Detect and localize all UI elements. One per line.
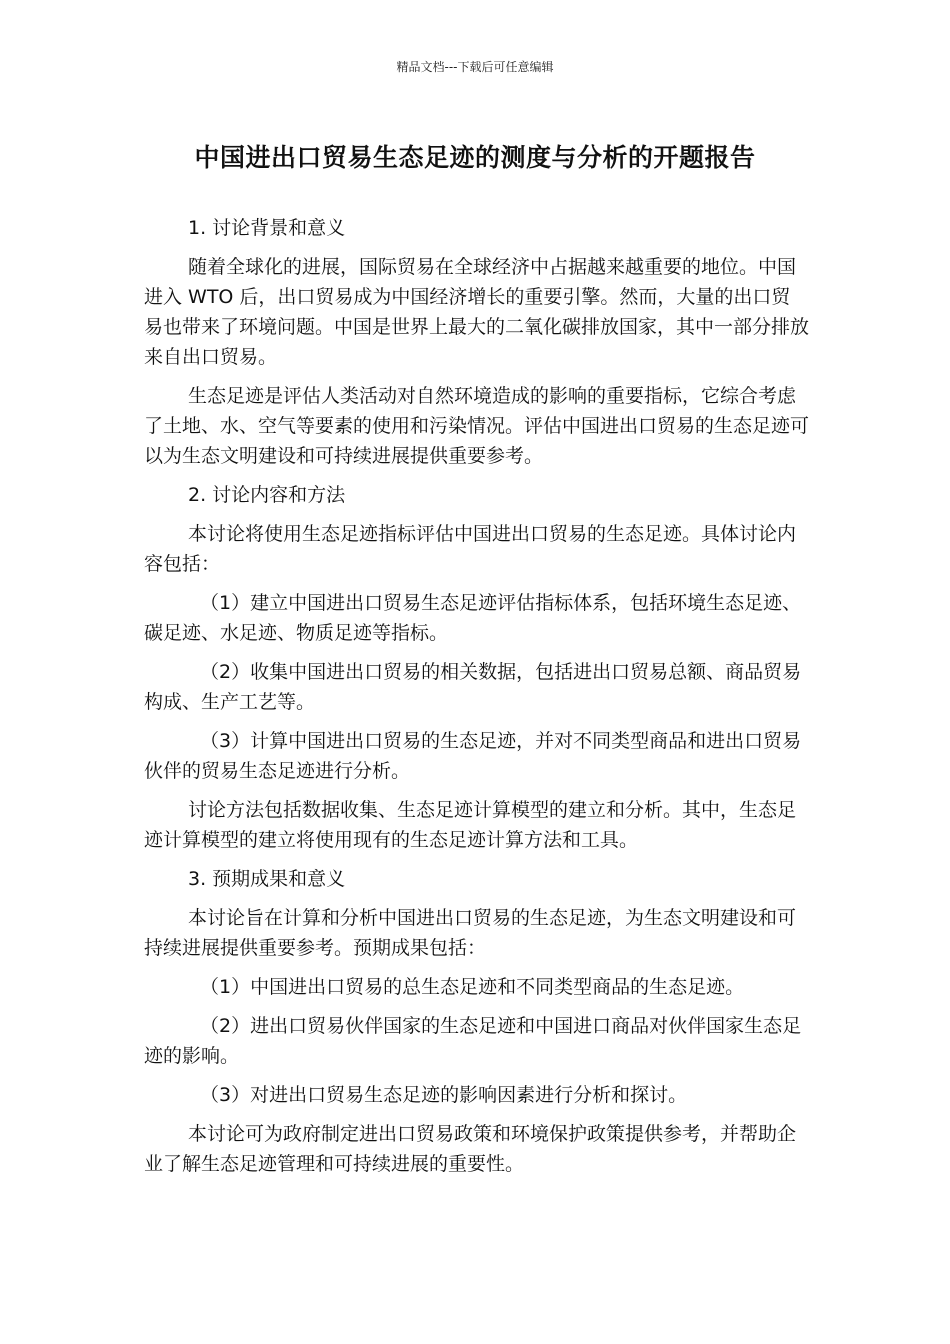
- header-note: 精品文档---下载后可任意编辑: [396, 60, 554, 74]
- section-3-item-3: （3）对进出口贸易生态足迹的影响因素进行分析和探讨。: [200, 1084, 688, 1106]
- section-2-item-1: （1）建立中国进出口贸易生态足迹评估指标体系，包括环境生态足迹、碳足迹、水足迹、物质足迹等指标。: [144, 592, 802, 644]
- section-2-item-2: （2）收集中国进出口贸易的相关数据，包括进出口贸易总额、商品贸易构成、生产工艺等。: [144, 661, 802, 713]
- section-1-paragraph-2: 生态足迹是评估人类活动对自然环境造成的影响的重要指标，它综合考虑了土地、水、空气等要素的使用和污染情况。评估中国进出口贸易的生态足迹可以为生态文明建设和可持续进展提供重要参考。: [144, 385, 810, 467]
- section-1-paragraph-1: 随着全球化的进展，国际贸易在全球经济中占据越来越重要的地位。中国进入 WTO 后，出口贸易成为中国经济增长的重要引擎。然而，大量的出口贸易也带来了环境问题。中国是世界上最大的二氧化碳排放国家，其中一部分排放来自出口贸易。: [144, 256, 810, 368]
- document-title: 中国进出口贸易生态足迹的测度与分析的开题报告: [194, 143, 756, 172]
- section-3-closing: 本讨论可为政府制定进出口贸易政策和环境保护政策提供参考，并帮助企业了解生态足迹管理和可持续进展的重要性。: [144, 1123, 797, 1175]
- document-body: [144, 213, 809, 1188]
- section-1-heading: 1. 讨论背景和意义: [188, 217, 346, 239]
- section-2-heading: 2. 讨论内容和方法: [188, 484, 346, 506]
- section-3-item-1: （1）中国进出口贸易的总生态足迹和不同类型商品的生态足迹。: [200, 976, 745, 998]
- section-2-closing: 讨论方法包括数据收集、生态足迹计算模型的建立和分析。其中，生态足迹计算模型的建立将使用现有的生态足迹计算方法和工具。: [144, 799, 797, 851]
- section-2-item-3: （3）计算中国进出口贸易的生态足迹，并对不同类型商品和进出口贸易伙伴的贸易生态足迹进行分析。: [144, 730, 802, 782]
- section-3-heading: 3. 预期成果和意义: [188, 868, 346, 890]
- section-3-intro: 本讨论旨在计算和分析中国进出口贸易的生态足迹，为生态文明建设和可持续进展提供重要参考。预期成果包括：: [144, 907, 797, 959]
- section-3-item-2: （2）进出口贸易伙伴国家的生态足迹和中国进口商品对伙伴国家生态足迹的影响。: [144, 1015, 802, 1067]
- section-2-intro: 本讨论将使用生态足迹指标评估中国进出口贸易的生态足迹。具体讨论内容包括：: [144, 523, 797, 575]
